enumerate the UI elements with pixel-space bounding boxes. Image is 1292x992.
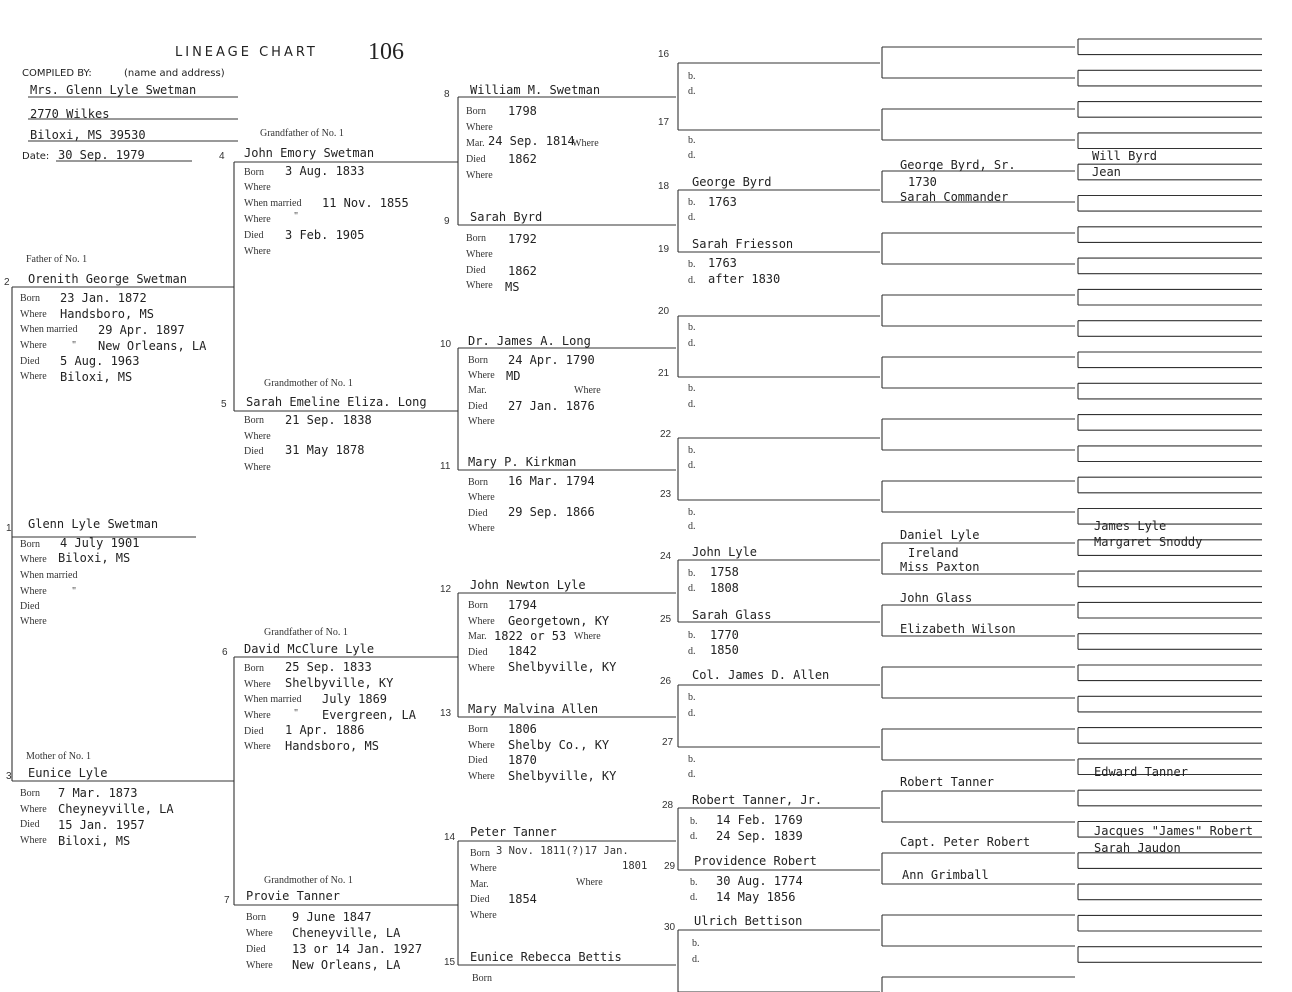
death-date: 27 Jan. 1876 (508, 399, 595, 413)
field-label: d. (688, 338, 696, 349)
death-place: Shelbyville, KY (508, 769, 617, 783)
field-label: Mar. (470, 879, 489, 890)
person-number: 21 (658, 368, 670, 379)
birth-place: Shelby Co., KY (508, 738, 610, 752)
field-label: Born (20, 293, 40, 304)
field-label: Where (244, 431, 271, 442)
compiled-by-hint: (name and address) (124, 68, 225, 79)
birth-date: 25 Sep. 1833 (285, 660, 372, 674)
compiler-name: Mrs. Glenn Lyle Swetman (30, 83, 197, 97)
field-label: d. (688, 150, 696, 161)
person-name: Robert Tanner (900, 775, 994, 789)
birth-date-extra: 1801 (622, 860, 648, 872)
field-label: Died (466, 265, 486, 276)
field-label: Born (468, 724, 488, 735)
death-place: New Orleans, LA (292, 958, 401, 972)
death-place: Biloxi, MS (60, 370, 133, 384)
death-place: Shelbyville, KY (508, 660, 617, 674)
death-date: 31 May 1878 (285, 443, 365, 457)
person-number: 22 (660, 429, 672, 440)
field-label: d. (690, 892, 698, 903)
field-label: Mar. (468, 385, 487, 396)
person-name: Sarah Jaudon (1094, 841, 1181, 855)
person-number: 27 (662, 737, 674, 748)
birth-date: 1798 (508, 104, 537, 118)
relation-label: Mother of No. 1 (26, 751, 91, 762)
birth-date: 23 Jan. 1872 (60, 291, 147, 305)
field-label: Where (244, 182, 271, 193)
person-name: Ann Grimball (902, 868, 989, 882)
field-label: d. (688, 212, 696, 223)
death-date: 1808 (710, 581, 739, 595)
field-label: b. (688, 259, 696, 270)
person-number: 15 (444, 957, 456, 968)
death-date: 1842 (508, 644, 537, 658)
field-label: d. (688, 769, 696, 780)
field-label: Where (468, 523, 495, 534)
person-name: Robert Tanner, Jr. (692, 793, 823, 807)
birth-date: 3 Nov. 1811(?)17 Jan. (496, 845, 629, 857)
field-label: When married (20, 324, 78, 335)
birth-place: Cheyneyville, LA (58, 802, 174, 816)
person-name: Provie Tanner (246, 889, 340, 903)
field-label: b. (692, 938, 700, 949)
field-label: Died (468, 401, 488, 412)
birth-date: 1730 (908, 175, 937, 189)
person-number: 13 (440, 708, 452, 719)
death-date: 29 Sep. 1866 (508, 505, 595, 519)
field-label: b. (690, 816, 698, 827)
person-number: 29 (664, 861, 676, 872)
field-label: When married (20, 570, 78, 581)
field-label: Where (468, 771, 495, 782)
field-label: Died (20, 356, 40, 367)
person-name: George Byrd (692, 175, 772, 189)
death-date: 3 Feb. 1905 (285, 228, 365, 242)
birth-date: 24 Apr. 1790 (508, 353, 595, 367)
field-label: Born (244, 415, 264, 426)
person-number: 8 (444, 89, 450, 100)
birth-date: 16 Mar. 1794 (508, 474, 595, 488)
relation-label: Grandfather of No. 1 (260, 128, 344, 139)
field-label: d. (688, 399, 696, 410)
person-number: 6 (222, 647, 228, 658)
chart-title: LINEAGE CHART (175, 45, 318, 60)
relation-label: Grandmother of No. 1 (264, 378, 353, 389)
birth-date: 1770 (710, 628, 739, 642)
field-label: b. (688, 507, 696, 518)
person-name: Orenith George Swetman (28, 272, 187, 286)
person-name: Glenn Lyle Swetman (28, 517, 159, 531)
compiled-by-label: COMPILED BY: (22, 68, 92, 79)
relation-label: Grandfather of No. 1 (264, 627, 348, 638)
field-label: Where (246, 960, 273, 971)
field-label: Died (470, 894, 490, 905)
person-number: 3 (6, 771, 12, 782)
death-date: 1854 (508, 892, 537, 906)
death-place: MS (505, 280, 520, 294)
person-name: Daniel Lyle (900, 528, 980, 542)
field-label: Where (20, 309, 47, 320)
person-number: 14 (444, 832, 456, 843)
field-label: Died (244, 446, 264, 457)
field-label: Born (466, 233, 486, 244)
field-label: Died (20, 601, 40, 612)
field-label: Where (244, 214, 271, 225)
field-label: Where (20, 340, 47, 351)
person-name: Sarah Byrd (470, 210, 543, 224)
birth-place: MD (506, 369, 521, 383)
death-date: 24 Sep. 1839 (716, 829, 803, 843)
death-place: Handsboro, MS (285, 739, 379, 753)
field-label: Where (244, 462, 271, 473)
field-label: d. (688, 583, 696, 594)
field-label: Born (468, 477, 488, 488)
field-label: Where (572, 138, 599, 149)
field-label: b. (688, 568, 696, 579)
field-label: Where (574, 385, 601, 396)
marriage-date: July 1869 (322, 692, 388, 706)
field-label: Where (20, 371, 47, 382)
field-label: Where (244, 679, 271, 690)
field-label: Where (20, 835, 47, 846)
date-label: Date: (22, 151, 50, 162)
person-number: 10 (440, 339, 452, 350)
person-name: James Lyle (1094, 519, 1167, 533)
field-label: Where (470, 863, 497, 874)
ditto-mark: " (294, 708, 299, 719)
person-name: Sarah Emeline Eliza. Long (246, 395, 427, 409)
field-label: Where (468, 616, 495, 627)
birth-date: 1763 (708, 256, 737, 270)
death-date: 1870 (508, 753, 537, 767)
field-label: Born (244, 167, 264, 178)
person-number: 11 (440, 461, 451, 472)
field-label: b. (688, 445, 696, 456)
field-label: Where (468, 370, 495, 381)
field-label: Where (466, 122, 493, 133)
person-name: Ulrich Bettison (694, 914, 803, 928)
ditto-mark: " (294, 211, 299, 222)
ditto-mark: " (72, 586, 77, 597)
person-name: Providence Robert (694, 854, 817, 868)
person-name: John Newton Lyle (470, 578, 586, 592)
field-label: b. (688, 692, 696, 703)
person-number: 9 (444, 216, 450, 227)
relation-label: Grandmother of No. 1 (264, 875, 353, 886)
field-label: b. (688, 383, 696, 394)
person-name: John Glass (900, 591, 973, 605)
relation-label: Father of No. 1 (26, 254, 88, 265)
person-name: William M. Swetman (470, 83, 601, 97)
field-label: Died (468, 647, 488, 658)
person-number: 17 (658, 117, 670, 128)
field-label: Where (466, 249, 493, 260)
person-name: Will Byrd (1092, 149, 1158, 163)
person-name: Miss Paxton (900, 560, 980, 574)
marriage-date: 11 Nov. 1855 (322, 196, 409, 210)
person-number: 25 (660, 614, 672, 625)
death-date: 1862 (508, 152, 537, 166)
death-date: 13 or 14 Jan. 1927 (292, 942, 423, 956)
field-label: Where (470, 910, 497, 921)
field-label: Where (468, 663, 495, 674)
birth-date: 14 Feb. 1769 (716, 813, 803, 827)
person-number: 1 (6, 523, 12, 534)
field-label: Died (244, 726, 264, 737)
death-date: 1862 (508, 264, 537, 278)
person-name: Eunice Lyle (28, 766, 108, 780)
ditto-mark: " (72, 340, 77, 351)
field-label: Died (20, 819, 40, 830)
birth-place: Georgetown, KY (508, 614, 610, 628)
person-number: 4 (219, 151, 225, 162)
field-label: Where (574, 631, 601, 642)
person-name: Eunice Rebecca Bettis (470, 950, 622, 964)
field-label: b. (688, 197, 696, 208)
birth-place: Biloxi, MS (58, 551, 131, 565)
death-date: 1850 (710, 643, 739, 657)
field-label: Where (244, 710, 271, 721)
compiler-address-line2: Biloxi, MS 39530 (30, 128, 146, 142)
person-name: Jacques "James" Robert (1094, 824, 1253, 838)
field-label: Died (246, 944, 266, 955)
field-label: b. (690, 877, 698, 888)
death-date: 5 Aug. 1963 (60, 354, 140, 368)
person-number: 19 (658, 244, 670, 255)
field-label: Born (20, 788, 40, 799)
birth-date: 1758 (710, 565, 739, 579)
field-label: Where (20, 804, 47, 815)
field-label: Died (468, 755, 488, 766)
field-label: d. (688, 86, 696, 97)
person-number: 26 (660, 676, 672, 687)
death-date: 1 Apr. 1886 (285, 723, 365, 737)
person-name: Margaret Snoddy (1094, 535, 1203, 549)
person-number: 5 (221, 399, 227, 410)
compiler-address-line1: 2770 Wilkes (30, 107, 110, 121)
field-label: Died (244, 230, 264, 241)
field-label: b. (688, 135, 696, 146)
person-name: Edward Tanner (1094, 765, 1188, 779)
person-number: 12 (440, 584, 452, 595)
field-label: d. (688, 460, 696, 471)
field-label: d. (688, 275, 696, 286)
field-label: Where (246, 928, 273, 939)
field-label: Where (244, 246, 271, 257)
field-label: Where (576, 877, 603, 888)
field-label: Where (466, 170, 493, 181)
field-label: Where (20, 586, 47, 597)
person-number: 23 (660, 489, 672, 500)
person-number: 18 (658, 181, 670, 192)
birth-date: 9 June 1847 (292, 910, 372, 924)
marriage-date: 29 Apr. 1897 (98, 323, 185, 337)
person-name: Elizabeth Wilson (900, 622, 1016, 636)
death-place: Biloxi, MS (58, 834, 131, 848)
marriage-date: 1822 or 53 (494, 629, 567, 643)
person-number: 20 (658, 306, 670, 317)
birth-date: 30 Aug. 1774 (716, 874, 803, 888)
field-label: Where (20, 554, 47, 565)
person-number: 28 (662, 800, 674, 811)
field-label: Born (468, 600, 488, 611)
marriage-place: New Orleans, LA (98, 339, 207, 353)
birth-place: Shelbyville, KY (285, 676, 394, 690)
field-label: Born (466, 106, 486, 117)
person-number: 7 (224, 895, 230, 906)
person-number: 30 (664, 922, 676, 933)
person-name: Jean (1092, 165, 1121, 179)
person-name: Peter Tanner (470, 825, 557, 839)
person-name: John Emory Swetman (244, 146, 375, 160)
person-name: Col. James D. Allen (692, 668, 830, 682)
field-label: d. (692, 954, 700, 965)
person-number: 24 (660, 551, 672, 562)
field-label: d. (688, 521, 696, 532)
field-label: Born (468, 355, 488, 366)
person-name: George Byrd, Sr. (900, 158, 1016, 172)
person-name: Dr. James A. Long (468, 334, 591, 348)
person-number: 16 (658, 49, 670, 60)
death-date: 15 Jan. 1957 (58, 818, 145, 832)
field-label: When married (244, 694, 302, 705)
person-name: Mary P. Kirkman (468, 455, 577, 469)
field-label: b. (688, 754, 696, 765)
person-name: Mary Malvina Allen (468, 702, 599, 716)
field-label: Died (468, 508, 488, 519)
field-label: Where (468, 416, 495, 427)
field-label: Where (466, 280, 493, 291)
marriage-place: Evergreen, LA (322, 708, 416, 722)
birth-date: 3 Aug. 1833 (285, 164, 365, 178)
field-label: b. (688, 630, 696, 641)
field-label: Born (246, 912, 266, 923)
field-label: Where (20, 616, 47, 627)
date-value: 30 Sep. 1979 (58, 148, 145, 162)
birth-place: Handsboro, MS (60, 307, 154, 321)
person-name: John Lyle (692, 545, 758, 559)
field-label: Died (466, 154, 486, 165)
birth-date: 1763 (708, 195, 737, 209)
chart-number: 106 (368, 39, 404, 65)
person-name: Sarah Friesson (692, 237, 794, 251)
field-label: d. (688, 646, 696, 657)
field-label: When married (244, 198, 302, 209)
person-name: Capt. Peter Robert (900, 835, 1031, 849)
person-name: David McClure Lyle (244, 642, 375, 656)
field-label: d. (690, 831, 698, 842)
field-label: Born (20, 539, 40, 550)
field-label: Born (470, 848, 490, 859)
marriage-date: 24 Sep. 1814 (488, 134, 575, 148)
field-label: b. (688, 322, 696, 333)
birth-date: 7 Mar. 1873 (58, 786, 138, 800)
death-date: 14 May 1856 (716, 890, 796, 904)
field-label: b. (688, 71, 696, 82)
field-label: Mar. (466, 138, 485, 149)
birth-place: Cheneyville, LA (292, 926, 401, 940)
birth-date: 21 Sep. 1838 (285, 413, 372, 427)
field-label: Born (472, 973, 492, 984)
field-label: Where (244, 741, 271, 752)
field-label: d. (688, 708, 696, 719)
birth-place: Ireland (908, 546, 959, 560)
person-name: Sarah Commander (900, 190, 1009, 204)
birth-date: 1792 (508, 232, 537, 246)
field-label: Born (244, 663, 264, 674)
birth-date: 1806 (508, 722, 537, 736)
person-name: Sarah Glass (692, 608, 772, 622)
field-label: Mar. (468, 631, 487, 642)
field-label: Where (468, 492, 495, 503)
field-label: Where (468, 740, 495, 751)
birth-date: 1794 (508, 598, 537, 612)
person-number: 2 (4, 277, 10, 288)
birth-date: 4 July 1901 (60, 536, 140, 550)
death-date: after 1830 (708, 272, 781, 286)
